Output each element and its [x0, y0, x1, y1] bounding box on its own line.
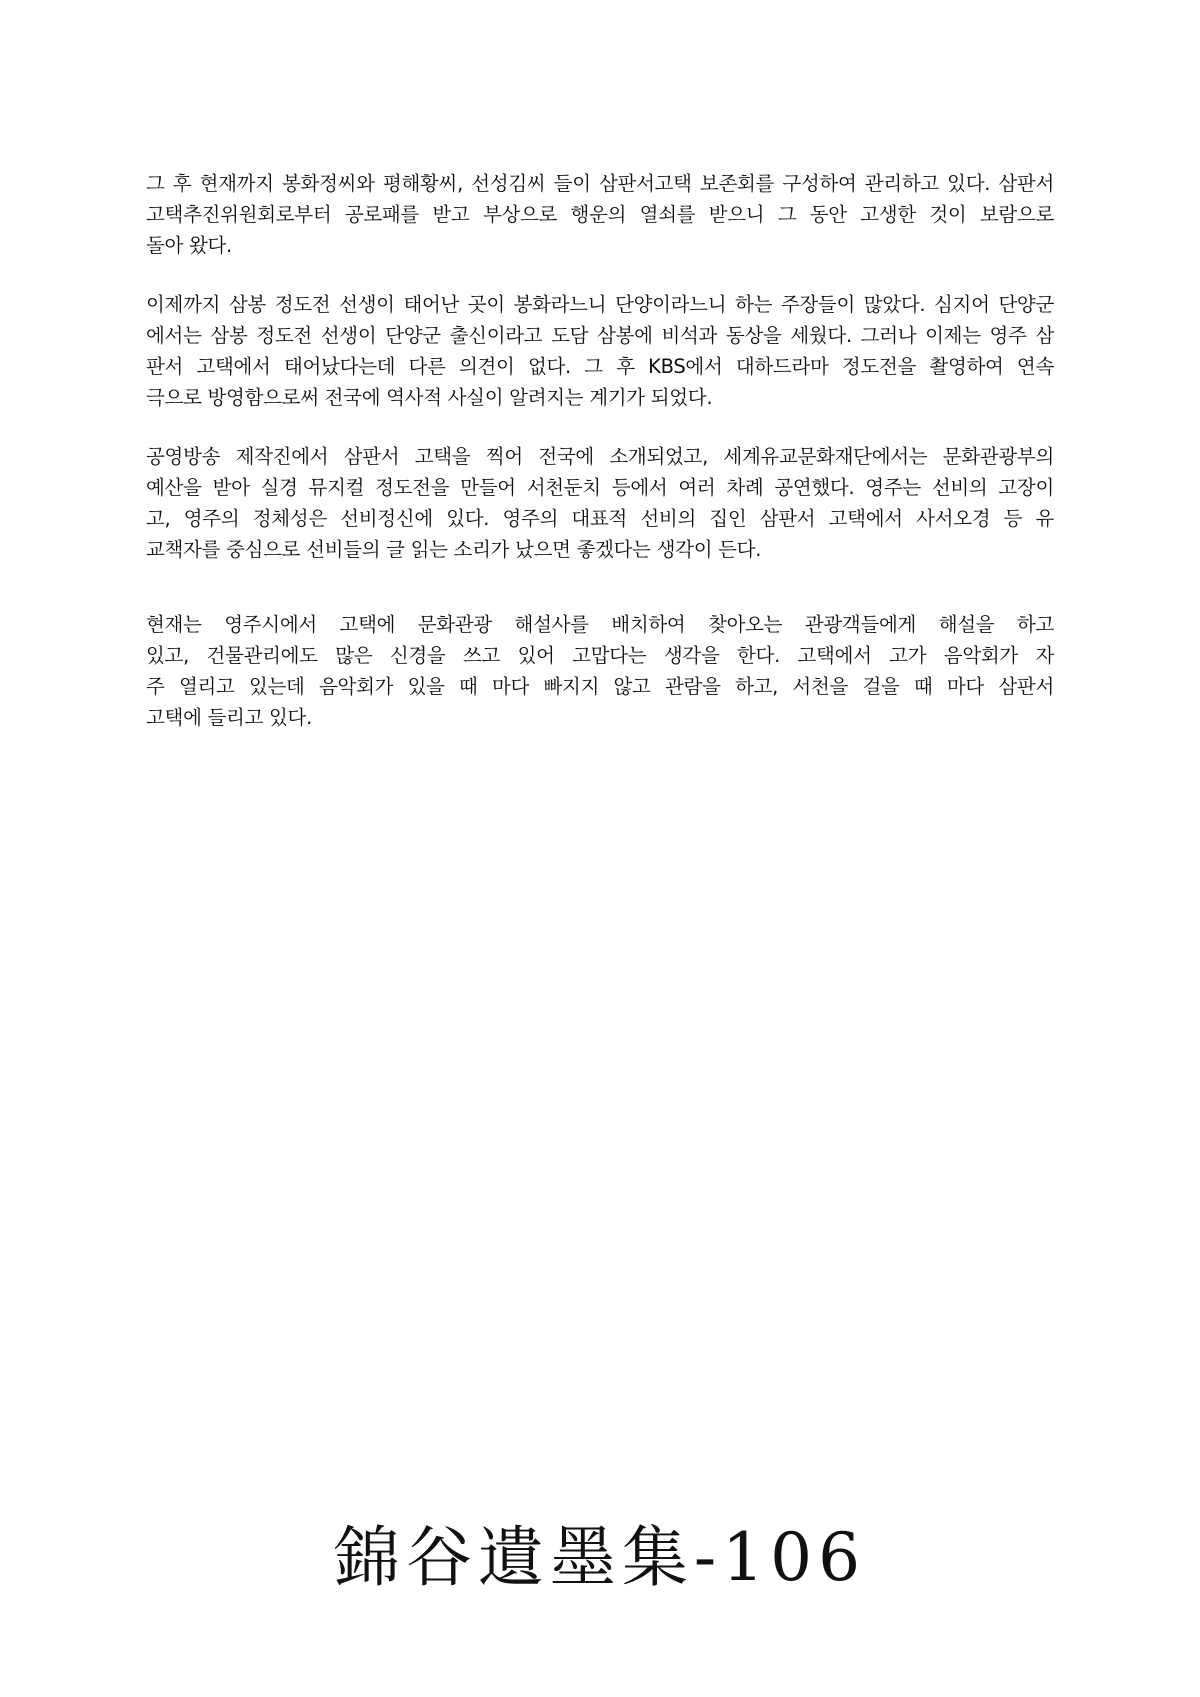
text-line: 현재는 영주시에서 고택에 문화관광 해설사를 배치하여 찾아오는 관광객들에게 해설을 하고 [146, 613, 1054, 636]
text-line: 판서 고택에서 태어났다는데 다른 의견이 없다. 그 후 KBS에서 대하드라마 정도전을 촬영하여 연속 [146, 355, 1054, 378]
body-text [146, 168, 1054, 761]
text-line: 고택추진위원회로부터 공로패를 받고 부상으로 행운의 열쇠를 받으니 그 동안 고생한 것이 보람으로 [146, 203, 1054, 226]
text-line: 고택에 들리고 있다. [146, 706, 312, 729]
text-line: 고, 영주의 정체성은 선비정신에 있다. 영주의 대표적 선비의 집인 삼판서 고택에서 사서오경 등 유 [146, 507, 1054, 530]
text-line: 있고, 건물관리에도 많은 신경을 쓰고 있어 고맙다는 생각을 한다. 고택에서 고가 음악회가 자 [146, 644, 1054, 667]
paragraph [146, 168, 1054, 261]
text-line: 에서는 삼봉 정도전 선생이 단양군 출신이라고 도담 삼봉에 비석과 동상을 세웠다. 그러나 이제는 영주 삼 [146, 324, 1054, 347]
text-line: 극으로 방영함으로써 전국에 역사적 사실이 알려지는 계기가 되었다. [146, 386, 713, 409]
text-line: 이제까지 삼봉 정도전 선생이 태어난 곳이 봉화라느니 단양이라느니 하는 주장들이 많았다. 심지어 단양군 [146, 293, 1054, 316]
paragraph [146, 441, 1054, 565]
text-line: 돌아 왔다. [146, 234, 232, 257]
page-footer: 錦谷遺墨集-106 [333, 1519, 867, 1596]
paragraph [146, 609, 1054, 733]
text-line: 교책자를 중심으로 선비들의 글 읽는 소리가 났으면 좋겠다는 생각이 든다. [146, 538, 762, 561]
text-line: 그 후 현재까지 봉화정씨와 평해황씨, 선성김씨 들이 삼판서고택 보존회를 구성하여 관리하고 있다. 삼판서 [146, 172, 1054, 195]
paragraph [146, 289, 1054, 413]
text-line: 주 열리고 있는데 음악회가 있을 때 마다 빠지지 않고 관람을 하고, 서천을 걸을 때 마다 삼판서 [146, 675, 1054, 698]
text-line: 예산을 받아 실경 뮤지컬 정도전을 만들어 서천둔치 등에서 여러 차례 공연했다. 영주는 선비의 고장이 [146, 476, 1054, 499]
text-line: 공영방송 제작진에서 삼판서 고택을 찍어 전국에 소개되었고, 세계유교문화재단에서는 문화관광부의 [146, 445, 1054, 468]
